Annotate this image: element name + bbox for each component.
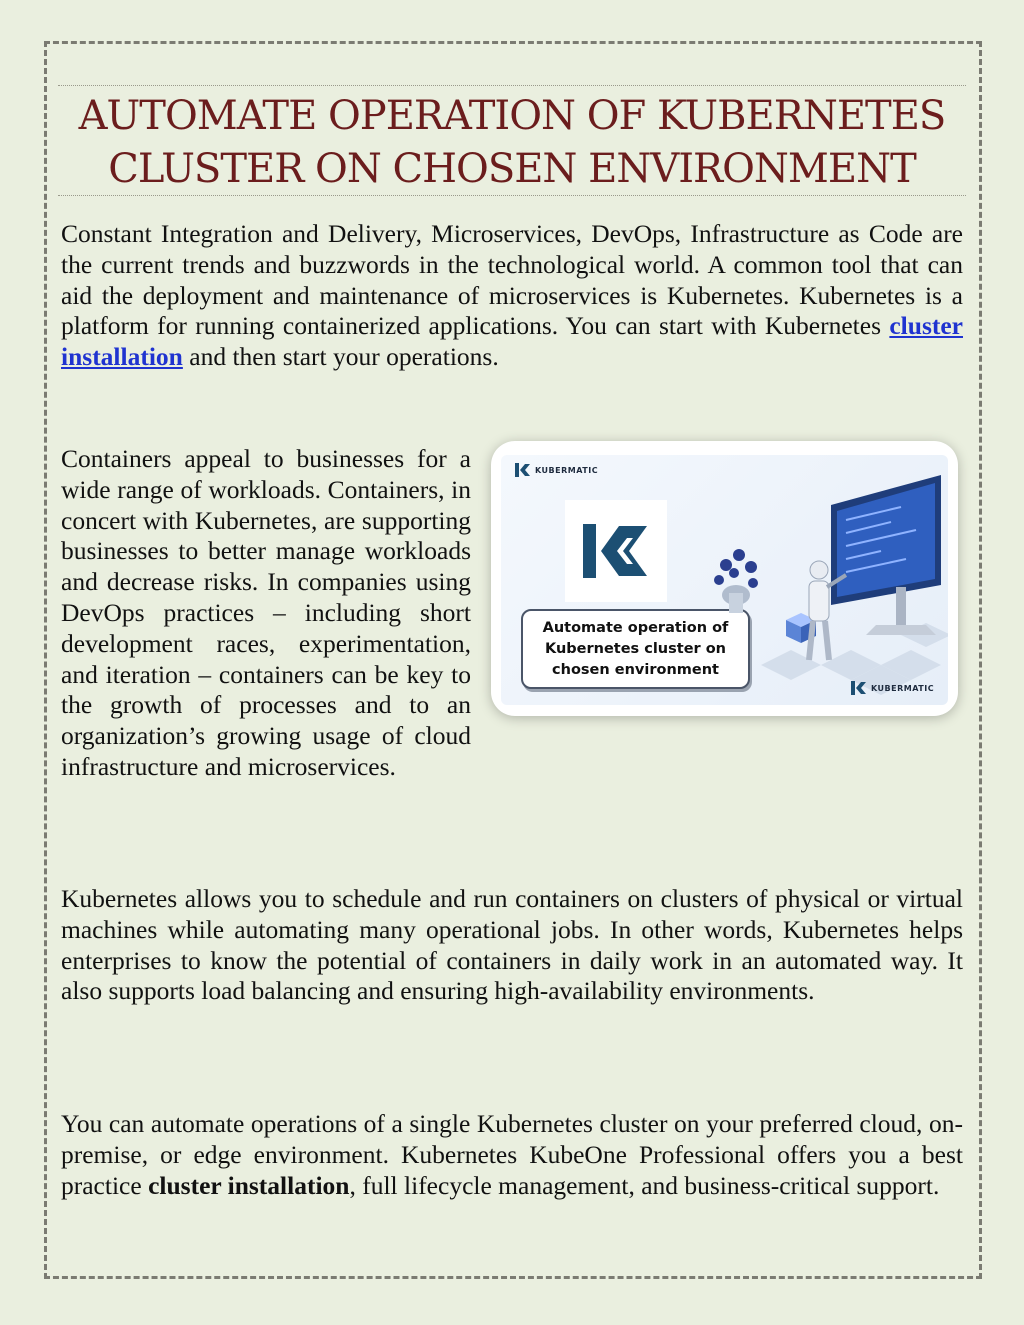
kubermatic-logo-icon [515, 463, 531, 477]
kubermatic-logo-small-icon [851, 681, 867, 695]
paragraph-intro [61, 219, 963, 373]
kubermatic-big-logo-icon [581, 520, 651, 582]
cluster-installation-link[interactable]: cluster installation [61, 311, 963, 372]
caption-line-3: chosen environment [552, 661, 719, 678]
robot-monitor-illustration [701, 475, 948, 695]
kubermatic-banner-image [491, 441, 958, 716]
paragraph-containers-text: Containers appeal to businesses for a wide range of workloads. Containers, in concert with Kubernetes, are supporting businesses to better manage workloads and decrease risks. In companies using DevOps practices – including short development races, experimentation, and iteration – containers can be key to the growth of processes and to an organization’s growing usage of cloud infrastructure and microservices. [61, 444, 471, 781]
brand-top [515, 463, 598, 477]
brand-name-bottom: KUBERMATIC [871, 683, 935, 693]
logo-box [565, 500, 667, 602]
cluster-installation-bold: cluster installation [148, 1170, 350, 1200]
paragraph-automation-tail: , full lifecycle management, and business-critical support. [349, 1170, 940, 1200]
title-line-2: CLUSTER ON CHOSEN ENVIRONMENT [108, 146, 916, 192]
paragraph-automation-text: You can automate operations of a single Kubernetes cluster on your preferred cloud, on-premise, or edge environment. Kubernetes KubeOne Professional offers you a best practice [61, 1109, 963, 1200]
banner-inner [501, 455, 948, 705]
title-block [58, 85, 966, 196]
paragraph-scheduling: Kubernetes allows you to schedule and run containers on clusters of physical or virtual machines while automating many operational jobs. In other words, Kubernetes helps enterprises to know the potential of containers in daily work in an automated way. It also supports load balancing and ensuring high-availability environments. [61, 884, 963, 1006]
paragraph-automation [61, 1109, 963, 1201]
caption-line-1: Automate operation of [542, 619, 729, 636]
brand-bottom [851, 681, 934, 695]
page-title [58, 86, 966, 196]
paragraph-intro-text: Constant Integration and Delivery, Microservices, DevOps, Infrastructure as Code are the current trends and buzzwords in the technological world. A common tool that can aid the deployment and maintenance of microservices is Kubernetes. Kubernetes is a platform for running containerized applications. You can start with Kubernetes [61, 219, 963, 341]
brand-name-top: KUBERMATIC [535, 465, 599, 475]
paragraph-intro-tail: and then start your operations. [182, 342, 499, 372]
title-line-1: AUTOMATE OPERATION OF KUBERNETES [78, 93, 946, 139]
caption-line-2: Kubernetes cluster on [544, 640, 727, 657]
